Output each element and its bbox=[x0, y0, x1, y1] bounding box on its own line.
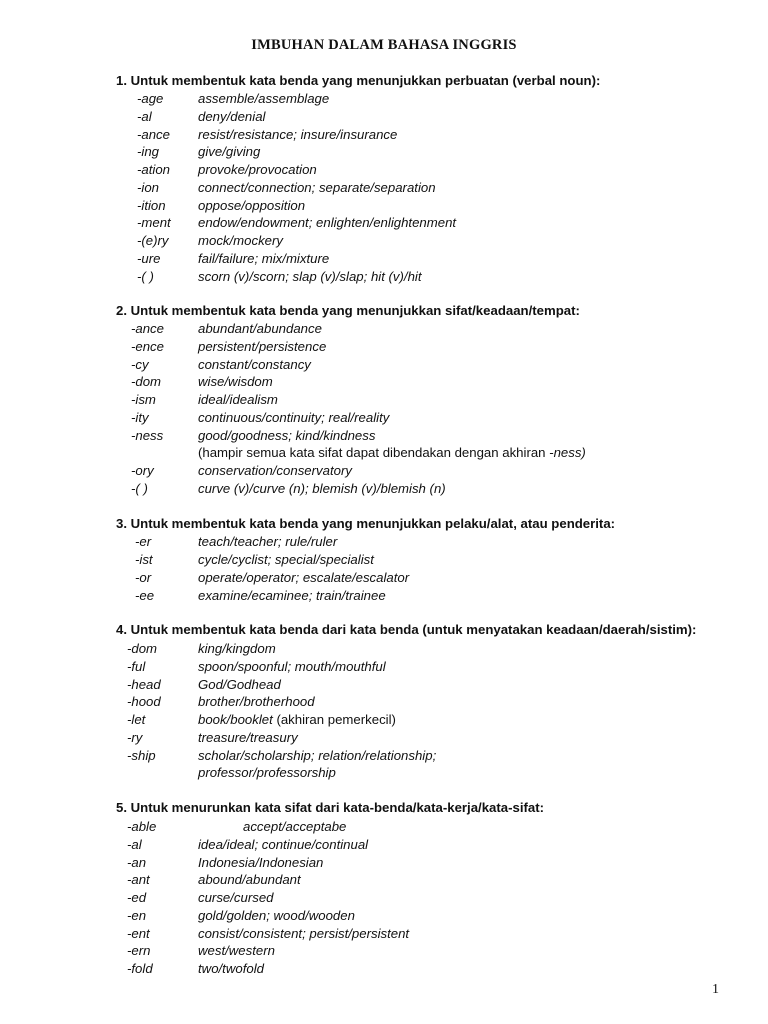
suffix-label: -cy bbox=[131, 356, 149, 372]
suffix-label: -dom bbox=[127, 641, 158, 656]
example-words: ideal/idealism bbox=[198, 392, 278, 407]
example-words: good/goodness; kind/kindness bbox=[198, 427, 376, 443]
suffix-label: -ition bbox=[137, 197, 166, 213]
example-words: operate/operator; escalate/escalator bbox=[198, 569, 410, 585]
example-words: book/booklet bbox=[198, 712, 273, 727]
example-words: resist/resistance; insure/insurance bbox=[198, 126, 398, 142]
example-words: assemble/assemblage bbox=[198, 91, 330, 106]
section-heading: 2. Untuk membentuk kata benda yang menunjukkan sifat/keadaan/tempat: bbox=[116, 303, 580, 318]
note-suffix: -ness) bbox=[549, 445, 586, 461]
example-text bbox=[198, 109, 265, 124]
example-words: professor/professorship bbox=[198, 765, 336, 781]
example-words: scorn (v)/scorn; slap (v)/slap; hit (v)/hit bbox=[198, 268, 422, 284]
suffix-label: -hood bbox=[127, 694, 161, 710]
example-text bbox=[198, 534, 337, 549]
example-text bbox=[198, 251, 329, 266]
suffix-label: -( ) bbox=[131, 480, 148, 496]
example-text bbox=[198, 712, 396, 727]
suffix-label: -ful bbox=[127, 658, 146, 674]
suffix-label: -ent bbox=[127, 925, 150, 941]
section-heading: 1. Untuk membentuk kata benda yang menunjukkan perbuatan (verbal noun): bbox=[116, 73, 601, 88]
example-words: gold/golden; wood/wooden bbox=[198, 907, 355, 923]
example-words: provoke/provocation bbox=[198, 162, 317, 177]
example-words: examine/ecaminee; train/trainee bbox=[198, 587, 386, 603]
suffix-label: -ance bbox=[137, 126, 170, 142]
suffix-label: -head bbox=[127, 676, 161, 692]
example-text bbox=[198, 855, 323, 870]
example-text bbox=[198, 588, 386, 603]
example-text bbox=[198, 91, 329, 106]
example-text bbox=[198, 641, 276, 656]
example-words: spoon/spoonful; mouth/mouthful bbox=[198, 658, 386, 674]
example-words: king/kingdom bbox=[198, 641, 276, 656]
suffix-label: -ing bbox=[137, 144, 159, 160]
page-title: IMBUHAN DALAM BAHASA INGGRIS bbox=[251, 37, 517, 53]
suffix-label: -ance bbox=[131, 321, 164, 336]
suffix-label: -(e)ry bbox=[137, 233, 169, 248]
example-words: consist/consistent; persist/persistent bbox=[198, 925, 410, 941]
example-text bbox=[198, 269, 422, 284]
example-words: brother/brotherhood bbox=[198, 694, 315, 710]
example-text bbox=[198, 233, 283, 248]
suffix-label: -ee bbox=[135, 587, 155, 603]
suffix-label: -age bbox=[137, 91, 164, 106]
suffix-label: -fold bbox=[127, 961, 153, 976]
example-words: oppose/opposition bbox=[198, 197, 306, 213]
example-text bbox=[198, 339, 326, 354]
suffix-label: -ure bbox=[137, 250, 161, 266]
example-words: Indonesia/Indonesian bbox=[198, 854, 324, 870]
suffix-label: -ation bbox=[137, 162, 170, 177]
suffix-label: -( ) bbox=[137, 268, 154, 284]
example-words: endow/endowment; enlighten/enlightenment bbox=[198, 215, 457, 231]
example-text bbox=[198, 570, 409, 585]
example-text bbox=[243, 819, 346, 834]
example-words: curse/cursed bbox=[198, 890, 274, 905]
suffix-label: -or bbox=[135, 569, 152, 585]
example-text bbox=[198, 961, 264, 976]
suffix-label: -let bbox=[127, 712, 146, 727]
section-heading: 3. Untuk membentuk kata benda yang menunjukkan pelaku/alat, atau penderita: bbox=[116, 516, 616, 531]
example-words: give/giving bbox=[198, 144, 261, 160]
example-words: abundant/abundance bbox=[198, 321, 322, 336]
example-text bbox=[198, 552, 374, 567]
suffix-label: -ment bbox=[137, 215, 171, 231]
suffix-label: -al bbox=[137, 108, 152, 124]
example-text bbox=[198, 410, 389, 425]
example-words: fail/failure; mix/mixture bbox=[198, 250, 330, 266]
suffix-label: -ory bbox=[131, 463, 154, 478]
suffix-label: -ant bbox=[127, 872, 150, 888]
suffix-label: -ness bbox=[131, 427, 164, 443]
example-text bbox=[198, 392, 278, 407]
suffix-label: -ed bbox=[127, 890, 147, 905]
example-text bbox=[198, 445, 586, 460]
example-words: God/Godhead bbox=[198, 676, 281, 692]
example-text bbox=[198, 748, 436, 763]
suffix-label: -ity bbox=[131, 409, 149, 425]
example-words: connect/connection; separate/separation bbox=[198, 179, 436, 195]
example-text bbox=[198, 908, 355, 923]
suffix-label: -able bbox=[127, 819, 157, 834]
example-text bbox=[198, 837, 368, 852]
example-text bbox=[198, 890, 274, 905]
suffix-label: -ion bbox=[137, 179, 159, 195]
example-text bbox=[198, 765, 336, 780]
example-words: west/western bbox=[198, 943, 275, 959]
example-text bbox=[198, 428, 375, 443]
section-heading: 4. Untuk membentuk kata benda dari kata benda (untuk menyatakan keadaan/daerah/sistim): bbox=[116, 622, 697, 637]
example-words: conservation/conservatory bbox=[198, 463, 352, 478]
suffix-label: -ence bbox=[131, 338, 164, 354]
example-text bbox=[198, 694, 315, 709]
suffix-label: -ern bbox=[127, 943, 151, 959]
example-text bbox=[198, 677, 281, 692]
example-words: two/twofold bbox=[198, 961, 264, 976]
example-text bbox=[198, 659, 386, 674]
suffix-label: -ry bbox=[127, 729, 143, 745]
example-text bbox=[198, 198, 305, 213]
suffix-label: -en bbox=[127, 907, 147, 923]
example-text bbox=[198, 374, 273, 389]
suffix-label: -er bbox=[135, 534, 152, 549]
example-text bbox=[198, 463, 352, 478]
suffix-label: -ist bbox=[135, 551, 153, 567]
example-text bbox=[198, 481, 446, 496]
example-words: continuous/continuity; real/reality bbox=[198, 409, 390, 425]
note-text: (hampir semua kata sifat dapat dibendakan dengan akhiran bbox=[198, 445, 550, 461]
example-words: scholar/scholarship; relation/relationship; bbox=[198, 747, 437, 763]
example-note: (akhiran pemerkecil) bbox=[272, 712, 396, 727]
example-words: wise/wisdom bbox=[198, 374, 273, 390]
example-text bbox=[198, 872, 301, 887]
suffix-label: -ship bbox=[127, 747, 156, 763]
example-words: treasure/treasury bbox=[198, 729, 298, 745]
example-words: abound/abundant bbox=[198, 872, 301, 888]
example-text bbox=[198, 162, 317, 177]
example-words: deny/denial bbox=[198, 108, 266, 124]
example-text bbox=[198, 144, 260, 159]
example-words: accept/acceptabe bbox=[243, 819, 347, 834]
example-text bbox=[198, 180, 436, 195]
suffix-label: -al bbox=[127, 836, 142, 852]
example-text bbox=[198, 321, 322, 336]
example-words: teach/teacher; rule/ruler bbox=[198, 534, 338, 549]
example-words: constant/constancy bbox=[198, 356, 311, 372]
page-number: 1 bbox=[712, 982, 719, 997]
example-words: mock/mockery bbox=[198, 233, 283, 248]
example-text bbox=[198, 730, 298, 745]
example-text bbox=[198, 926, 409, 941]
suffix-label: -ism bbox=[131, 392, 156, 407]
section-heading: 5. Untuk menurunkan kata sifat dari kata-benda/kata-kerja/kata-sifat: bbox=[116, 800, 545, 815]
example-text bbox=[198, 357, 311, 372]
example-words: idea/ideal; continue/continual bbox=[198, 836, 369, 852]
suffix-label: -dom bbox=[131, 374, 162, 390]
example-text bbox=[198, 127, 397, 142]
suffix-label: -an bbox=[127, 854, 147, 870]
example-words: curve (v)/curve (n); blemish (v)/blemish (n) bbox=[198, 480, 446, 496]
example-words: persistent/persistence bbox=[198, 338, 327, 354]
example-words: cycle/cyclist; special/specialist bbox=[198, 551, 374, 567]
example-text bbox=[198, 943, 275, 958]
example-text bbox=[198, 215, 456, 230]
